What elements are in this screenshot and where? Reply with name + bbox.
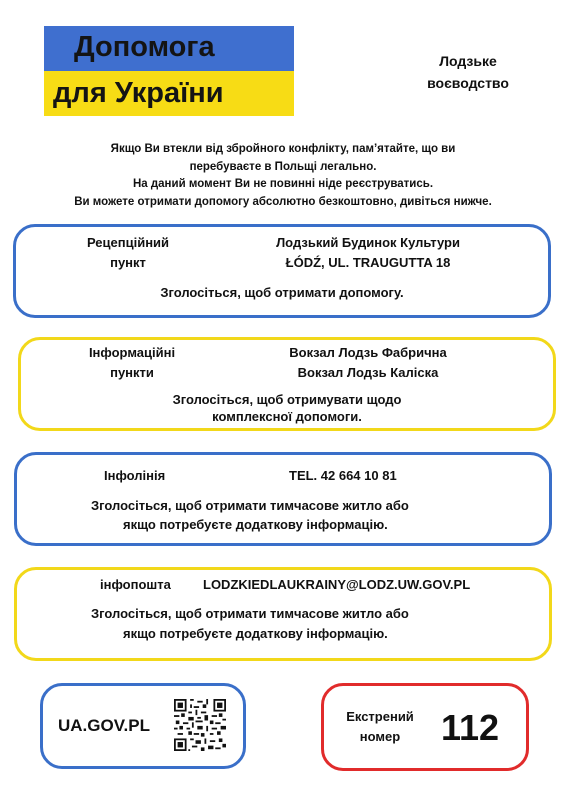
reception-label-line-2: пункт <box>110 255 146 270</box>
qr-code-icon[interactable] <box>174 699 226 751</box>
hotline-phone[interactable]: TEL. 42 664 10 81 <box>289 468 397 483</box>
ukraine-flag-banner <box>44 26 294 116</box>
reception-place-line-1: Лодзький Будинок Культури <box>276 235 460 250</box>
intro-text <box>20 141 546 211</box>
hotline-label: Інфолінія <box>104 468 166 483</box>
intro-line: На даний момент Ви не повинні ніде реєструватись. <box>132 178 434 190</box>
email-note-line-2: якщо потребуєте додаткову інформацію. <box>123 626 388 641</box>
title-line-1: Допомога <box>74 31 215 63</box>
email-label: інфопошта <box>100 577 171 592</box>
info-note-line-1: Зголосіться, щоб отримувати щодо <box>172 392 402 407</box>
reception-label-line-1: Рецепційний <box>86 235 170 250</box>
intro-line: Якщо Ви втекли від збройного конфлікту, пам’ятайте, що ви <box>110 143 456 155</box>
title-line-2: для України <box>53 77 224 109</box>
info-label-line-1: Інформаційні <box>88 345 176 360</box>
info-label-line-2: пункти <box>110 365 154 380</box>
intro-line: Ви можете отримати допомогу абсолютно безкоштовно, дивіться нижче. <box>74 195 492 208</box>
emergency-label-line-2: номер <box>359 729 401 744</box>
info-place-line-2: Вокзал Лодзь Каліска <box>297 365 439 380</box>
emergency-number[interactable]: 112 <box>441 707 500 748</box>
email-note-line-1: Зголосіться, щоб отримати тимчасове житло або <box>91 606 409 621</box>
reception-note: Зголосіться, щоб отримати допомогу. <box>160 285 404 300</box>
email-address[interactable]: LODZKIEDLAUKRAINY@LODZ.UW.GOV.PL <box>203 577 471 592</box>
region-line-1: Лодзьке <box>439 53 497 69</box>
hotline-note-line-2: якщо потребуєте додаткову інформацію. <box>123 517 388 532</box>
info-note-line-2: комплексної допомоги. <box>212 409 362 424</box>
info-place-line-1: Вокзал Лодзь Фабрична <box>289 345 447 360</box>
region-line-2: воєводство <box>427 75 509 91</box>
intro-line: перебуваєте в Польщі легально. <box>189 160 377 173</box>
region-name <box>408 50 528 94</box>
emergency-label-line-1: Екстрений <box>346 709 414 724</box>
hotline-note-line-1: Зголосіться, щоб отримати тимчасове житло або <box>91 498 409 513</box>
reception-place-line-2: ŁÓDŹ, UL. TRAUGUTTA 18 <box>285 255 451 270</box>
website-url[interactable]: UA.GOV.PL <box>58 716 150 735</box>
